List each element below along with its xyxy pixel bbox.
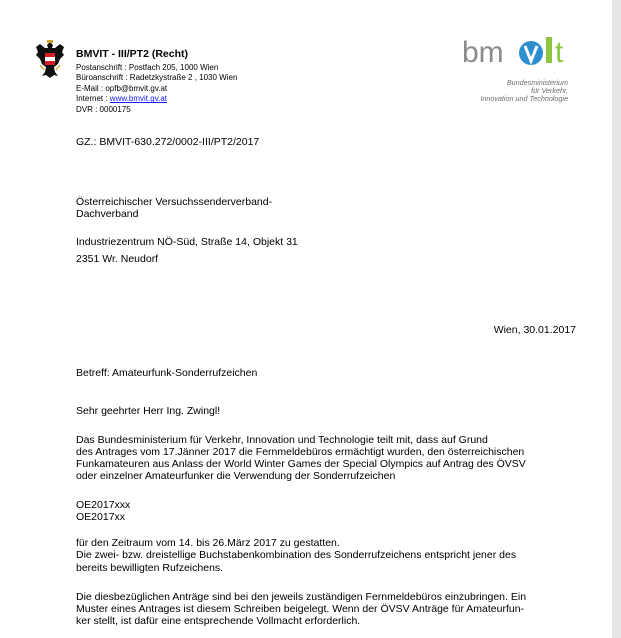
svg-text:t: t	[555, 36, 564, 69]
recipient-line-3: Industriezentrum NÖ-Süd, Straße 14, Objekt 31	[76, 236, 298, 248]
body-p2-line-1: für den Zeitraum vom 14. bis 26.März 2017 zu gestatten.	[76, 537, 340, 549]
dvr-line: DVR : 0000175	[76, 104, 131, 114]
bmvit-wordmark-icon	[462, 34, 582, 70]
letter-date: Wien, 30.01.2017	[493, 324, 576, 336]
body-p2-line-3: bereits bewilligten Rufzeichens.	[76, 562, 224, 574]
bmvit-logo	[458, 34, 598, 114]
sender-block	[76, 48, 237, 115]
salutation: Sehr geehrter Herr Ing. Zwingl!	[76, 405, 221, 417]
sender-title: BMVIT - III/PT2 (Recht)	[76, 48, 189, 60]
svg-text:bm: bm	[462, 36, 504, 69]
email-line: E-Mail : opfb@bmvit.gv.at	[76, 83, 168, 93]
austrian-eagle-icon	[34, 39, 66, 79]
body-p2-line-2: Die zwei- bzw. dreistellige Buchstabenkombination des Sonderrufzeichens entspricht jener des	[76, 549, 517, 561]
recipient-line-1: Österreichischer Versuchssenderverband-	[76, 196, 273, 208]
body-p1-line-4: oder einzelner Amateurfunker die Verwendung der Sonderrufzeichen	[76, 470, 396, 482]
body-p1-line-1: Das Bundesministerium für Verkehr, Innovation und Technologie teilt mit, dass auf Grund	[76, 434, 488, 446]
body-p3-line-1: Die diesbezüglichen Anträge sind bei den jeweils zuständigen Fernmeldebüros einzubringen. Ein	[76, 591, 527, 603]
recipient-line-2: Dachverband	[76, 208, 139, 220]
recipient-line-4: 2351 Wr. Neudorf	[76, 253, 159, 265]
website-link[interactable]: www.bmvit.gv.at	[109, 94, 167, 104]
logo-line-1: Bundesministerium	[506, 78, 568, 87]
internet-line	[76, 94, 237, 104]
postal-address: Postanschrift : Postfach 205, 1000 Wien	[76, 63, 219, 72]
body-p1-line-3: Funkamateuren aus Anlass der World Winter Games der Special Olympics auf Antrag des ÖVSV	[76, 458, 526, 470]
callsign-2: OE2017xx	[76, 511, 126, 523]
subject-line: Betreff: Amateurfunk-Sonderrufzeichen	[76, 367, 258, 379]
reference-number: GZ.: BMVIT-630.272/0002-III/PT2/2017	[76, 136, 260, 148]
office-address: Büroanschrift : Radetzkystraße 2 , 1030 Wien	[76, 73, 238, 83]
internet-label: Internet :	[76, 94, 110, 104]
vertical-scrollbar[interactable]	[612, 0, 621, 638]
body-p3-line-3: ker stellt, ist dafür eine entsprechende Vollmacht erforderlich.	[76, 615, 361, 627]
logo-line-2: für Verkehr,	[531, 86, 568, 95]
body-p3-line-2: Muster eines Antrages ist diesem Schreiben beigelegt. Wenn der ÖVSV Anträge für Amateurfun-	[76, 603, 525, 615]
body-p1-line-2: des Antrages vom 17.Jänner 2017 die Fernmeldebüros ermächtigt wurden, den österreichischen	[76, 446, 525, 458]
logo-line-3: Innovation und Technologie	[480, 94, 568, 103]
callsign-1: OE2017xxx	[76, 499, 131, 511]
